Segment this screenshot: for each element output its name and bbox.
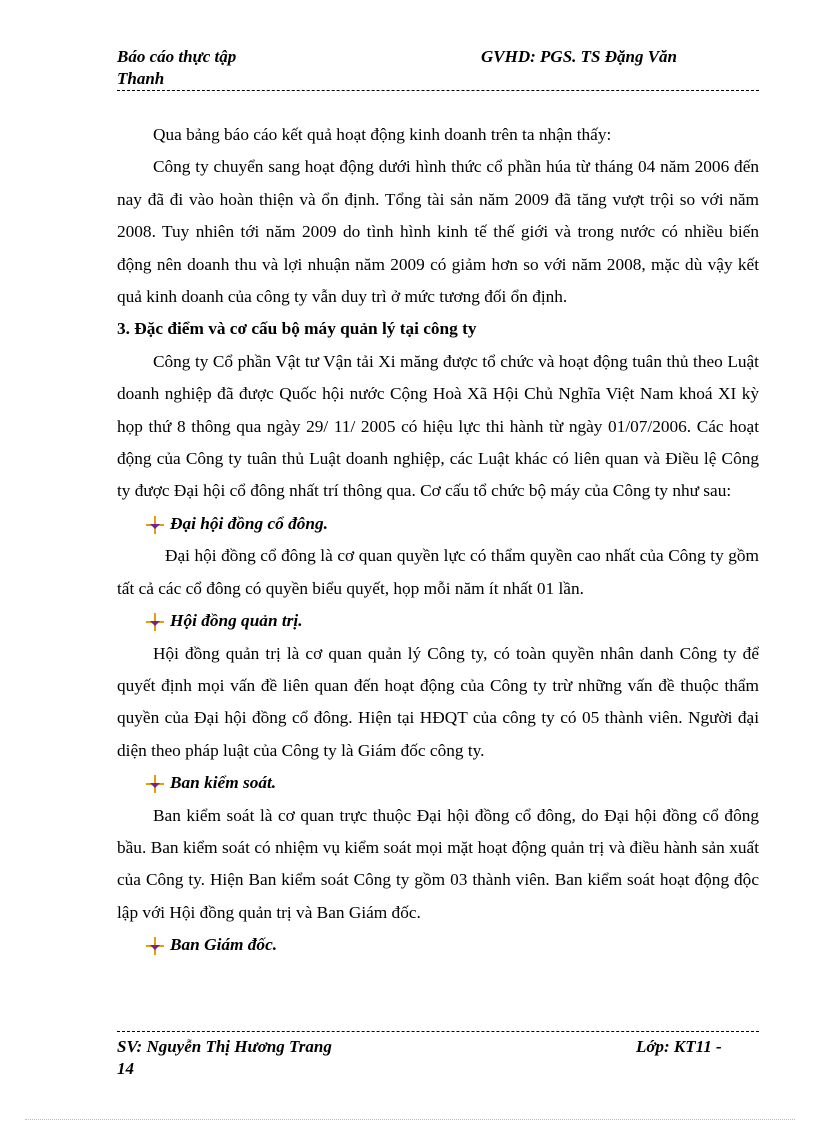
footer-divider (117, 1031, 759, 1032)
bullet-heading-supervisory (117, 767, 759, 799)
header-report-title: Báo cáo thực tập (117, 47, 237, 66)
footer-class: Lớp: KT11 - (636, 1037, 722, 1056)
bullet-heading-board (117, 605, 759, 637)
header-advisor: GVHD: PGS. TS Đặng Văn (481, 47, 678, 66)
paragraph-company-structure: Công ty Cổ phần Vật tư Vận tải Xi măng được tổ chức và hoạt động tuân thủ theo Luật doanh nghiệp đã được Quốc hội nước Cộng Hoà Xã Hội Chủ Nghĩa Việt Nam khoá XI kỳ họp thứ 8 thông qua ngày 29/ 11/ 2005 có hiệu lực thi hành từ ngày 01/07/2006. Các hoạt động của Công ty tuân thủ Luật doanh nghiệp, các Luật khác có liên quan và Điều lệ Công ty được Đại hội cổ đông nhất trí thông qua. Cơ cấu tổ chức bộ máy của Công ty như sau: (117, 351, 759, 501)
footer-page-number: 14 (117, 1059, 134, 1078)
paragraph-supervisory: Ban kiểm soát là cơ quan trực thuộc Đại hội đồng cổ đông, do Đại hội đồng cổ đông bầu. Ban kiểm soát có nhiệm vụ kiểm soát mọi mặt hoạt động quản trị và điều hành sản xuất của Công ty. Hiện Ban kiểm soát Công ty gồm 03 thành viên. Ban kiểm soát hoạt động độc lập với Hội đồng quản trị và Ban Giám đốc. (117, 805, 759, 922)
bullet-heading-directors (117, 929, 759, 961)
paragraph-shareholders: Đại hội đồng cổ đông là cơ quan quyền lực có thẩm quyền cao nhất của Công ty gồm tất cả các cổ đông có quyền biểu quyết, họp mỗi năm ít nhất 01 lần. (117, 546, 759, 598)
header-divider (117, 90, 759, 91)
footer-student-name: SV: Nguyễn Thị Hương Trang (117, 1037, 332, 1056)
page-edge (25, 1119, 795, 1120)
document-body (117, 119, 759, 962)
bullet-title: Hội đồng quản trị. (170, 611, 303, 631)
header-report-title-cont: Thanh (117, 69, 165, 88)
paragraph-board: Hội đồng quản trị là cơ quan quản lý Công ty, có toàn quyền nhân danh Công ty để quyết định mọi vấn đề liên quan đến hoạt động của Công ty trừ những vấn đề thuộc thẩm quyền của Đại hội đồng cổ đông. Hiện tại HĐQT của công ty có 05 thành viên. Người đại diện theo pháp luật của Công ty là Giám đốc công ty. (117, 643, 759, 760)
section-heading: 3. Đặc điểm và cơ cấu bộ máy quản lý tại công ty (117, 319, 477, 339)
bullet-arrow-icon (146, 937, 164, 955)
bullet-heading-shareholders (117, 508, 759, 540)
bullet-title: Đại hội đồng cổ đông. (170, 513, 328, 533)
bullet-title: Ban Giám đốc. (170, 935, 278, 955)
bullet-title: Ban kiểm soát. (170, 773, 277, 793)
bullet-arrow-icon (146, 516, 164, 534)
paragraph-analysis: Công ty chuyển sang hoạt động dưới hình thức cổ phần húa từ tháng 04 năm 2006 đến nay đã đi vào hoàn thiện và ổn định. Tổng tài sản năm 2009 đã tăng vượt trội so với năm 2008. Tuy nhiên tới năm 2009 do tình hình kinh tế thế giới và trong nước có nhiều biến động nên doanh thu và lợi nhuận năm 2009 có giảm hơn so với năm 2008, mặc dù vậy kết quả kinh doanh của công ty vẫn duy trì ở mức tương đối ổn định. (117, 157, 759, 307)
paragraph-intro: Qua bảng báo cáo kết quả hoạt động kinh doanh trên ta nhận thấy: (153, 125, 612, 144)
bullet-arrow-icon (146, 613, 164, 631)
bullet-arrow-icon (146, 775, 164, 793)
